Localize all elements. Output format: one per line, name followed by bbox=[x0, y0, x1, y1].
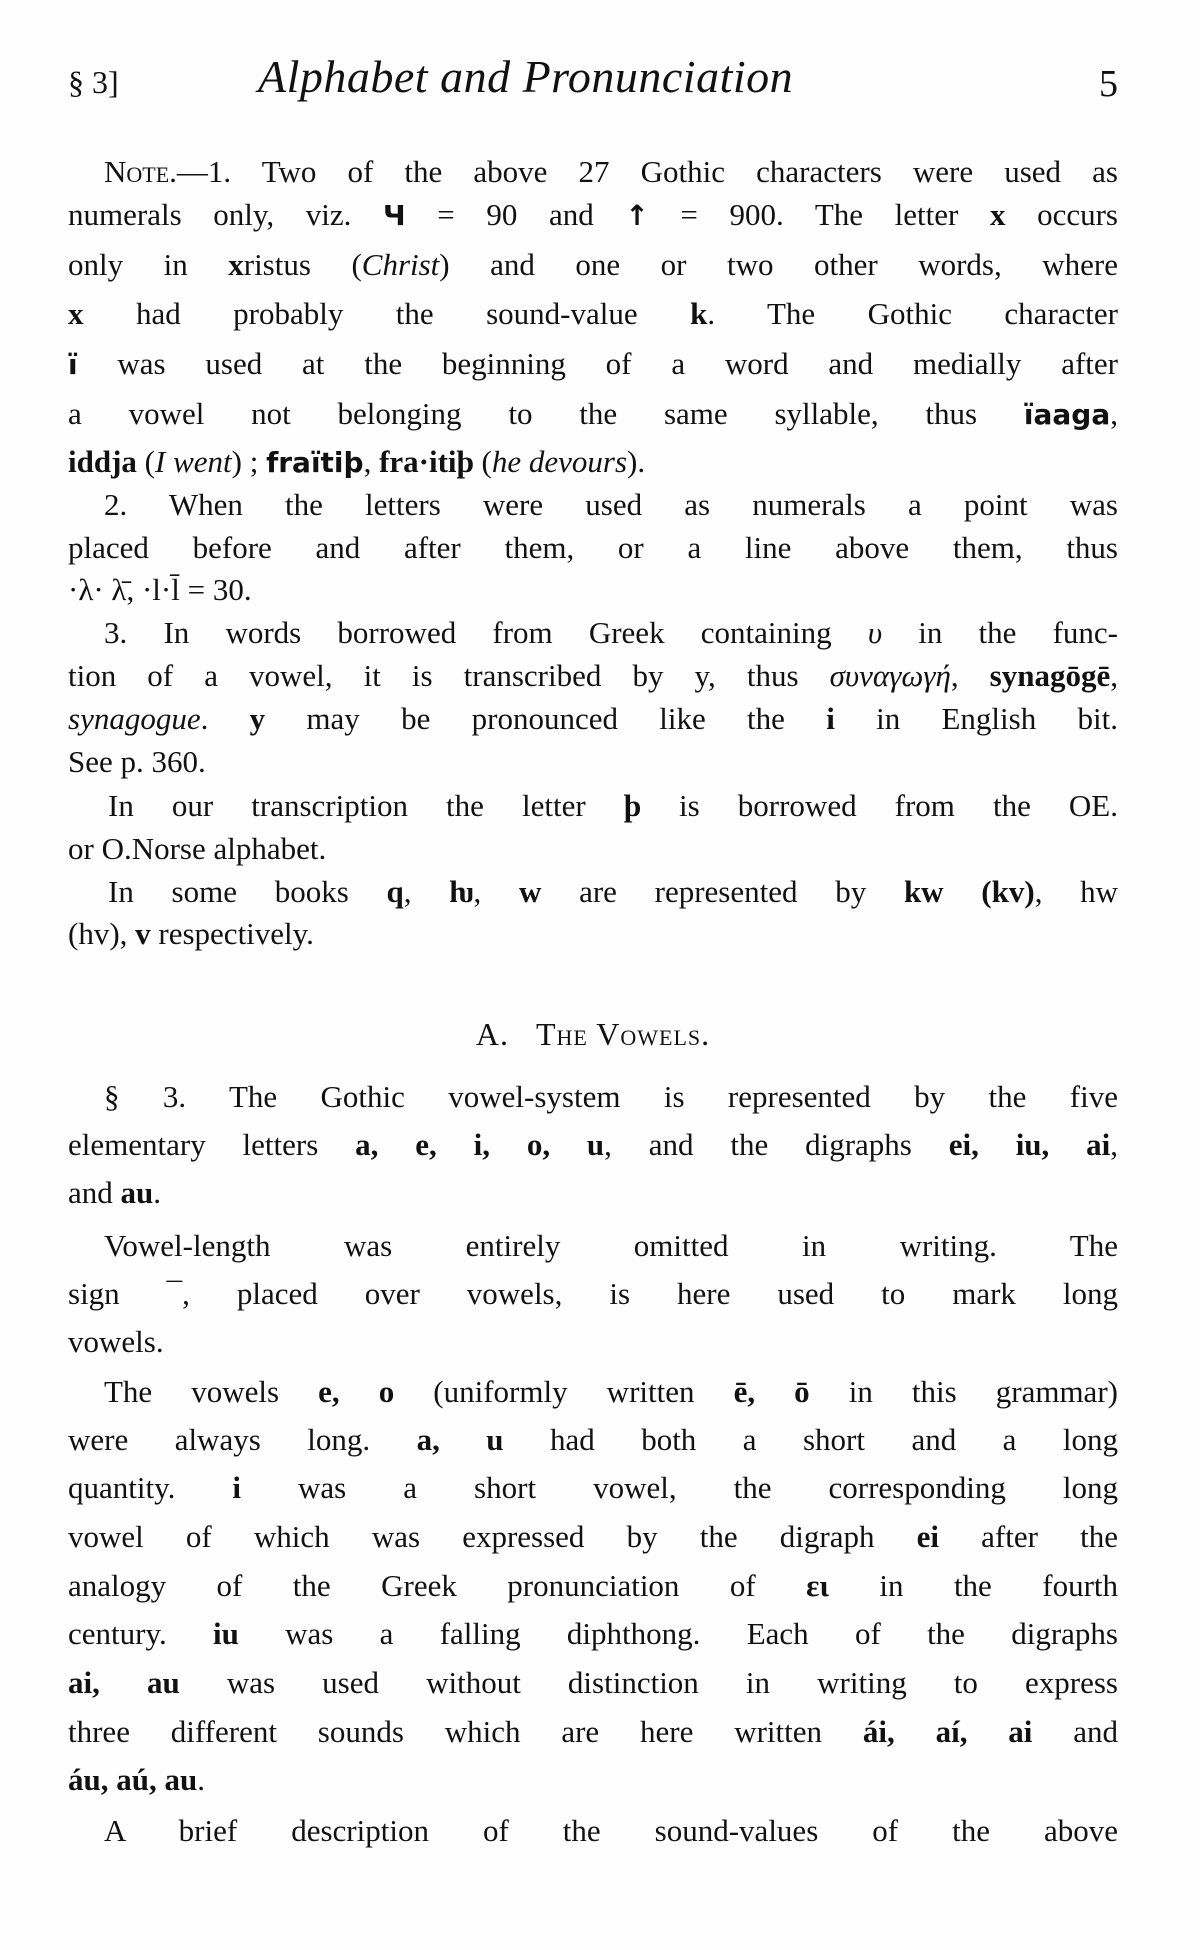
para-line: vowels. bbox=[68, 1324, 164, 1359]
para-line: analogy of the Greek pronunciation of ει in the fourth bbox=[68, 1568, 1119, 1603]
gothic-glyph: ↑ bbox=[625, 199, 649, 232]
page-number: 5 bbox=[1099, 63, 1118, 105]
para-line: and au. bbox=[68, 1175, 162, 1210]
section-heading bbox=[68, 1016, 1118, 1053]
note3-line: synagogue. y may be pronounced like the i in English bit. bbox=[68, 701, 1118, 736]
para-line: vowel of which was expressed by the digraph ei after the bbox=[68, 1519, 1118, 1554]
para-line: ai, au was used without distinction in writing to express bbox=[68, 1665, 1118, 1700]
note2-line: placed before and after them, or a line above them, thus bbox=[68, 530, 1118, 565]
running-title: Alphabet and Pronunciation bbox=[258, 51, 794, 102]
gothic-glyph: ï bbox=[68, 348, 78, 381]
note-label: Note. bbox=[104, 154, 177, 189]
note3-line: tion of a vowel, it is transcribed by y, thus συναγωγή, synagōgē, bbox=[68, 658, 1118, 693]
para-line: áu, aú, au. bbox=[68, 1762, 205, 1797]
gothic-word: fraïtiþ bbox=[266, 446, 364, 479]
note-line: x had probably the sound-value k. The Gothic character bbox=[68, 296, 1118, 331]
note-line: only in xristus (Christ) and one or two other words, where bbox=[68, 247, 1118, 282]
note2-line: 2. When the letters were used as numerals a point was bbox=[104, 487, 1118, 522]
books-line: (hv), v respectively. bbox=[68, 916, 314, 951]
note3-line: 3. In words borrowed from Greek containing υ in the func- bbox=[104, 615, 1118, 650]
para-line: The vowels e, o (uniformly written ē, ō in this grammar) bbox=[104, 1374, 1118, 1409]
para-line: § 3. The Gothic vowel-system is represented by the five bbox=[104, 1079, 1118, 1114]
note3-line: See p. 360. bbox=[68, 744, 206, 779]
running-header bbox=[68, 50, 1118, 110]
para-line: A brief description of the sound-values of the above bbox=[104, 1813, 1118, 1848]
para-line: three different sounds which are here written ái, aí, ai and bbox=[68, 1714, 1119, 1749]
transcription-line: In our transcription the letter þ is borrowed from the OE. bbox=[108, 788, 1118, 823]
transcription-line: or O.Norse alphabet. bbox=[68, 831, 327, 866]
gothic-word: ïaaga bbox=[1023, 398, 1111, 431]
para-line: were always long. a, u had both a short and a long bbox=[68, 1422, 1118, 1457]
para-line: Vowel-length was entirely omitted in writing. The bbox=[104, 1228, 1118, 1263]
para-line: century. iu was a falling diphthong. Each of the digraphs bbox=[68, 1616, 1118, 1651]
note-line: iddja (I went) ; fraïtiþ, fra·itiþ (he devours). bbox=[68, 444, 646, 479]
books-line: In some books q, ƕ, w are represented by kw (kv), hw bbox=[108, 874, 1119, 909]
para-line: sign ¯, placed over vowels, is here used to mark long bbox=[68, 1276, 1118, 1311]
gothic-glyph: Ч bbox=[382, 199, 406, 232]
para-line: quantity. i was a short vowel, the corresponding long bbox=[68, 1470, 1118, 1505]
heading-title: The Vowels. bbox=[535, 1016, 711, 1052]
heading-letter: A. bbox=[475, 1016, 509, 1052]
note-line: Note.—1. Two of the above 27 Gothic characters were used as bbox=[104, 154, 1118, 189]
note2-line: ·λ· λ̄, ·l·l̄ = 30. bbox=[68, 572, 252, 607]
note-line: a vowel not belonging to the same syllable, thus ïaaga, bbox=[68, 396, 1118, 431]
note-line: numerals only, viz. Ч = 90 and ↑ = 900. The letter x occurs bbox=[68, 197, 1118, 232]
para-line: elementary letters a, e, i, o, u, and the digraphs ei, iu, ai, bbox=[68, 1127, 1119, 1162]
section-ref: § 3] bbox=[68, 64, 119, 100]
note-line: ï was used at the beginning of a word and medially after bbox=[68, 346, 1118, 381]
